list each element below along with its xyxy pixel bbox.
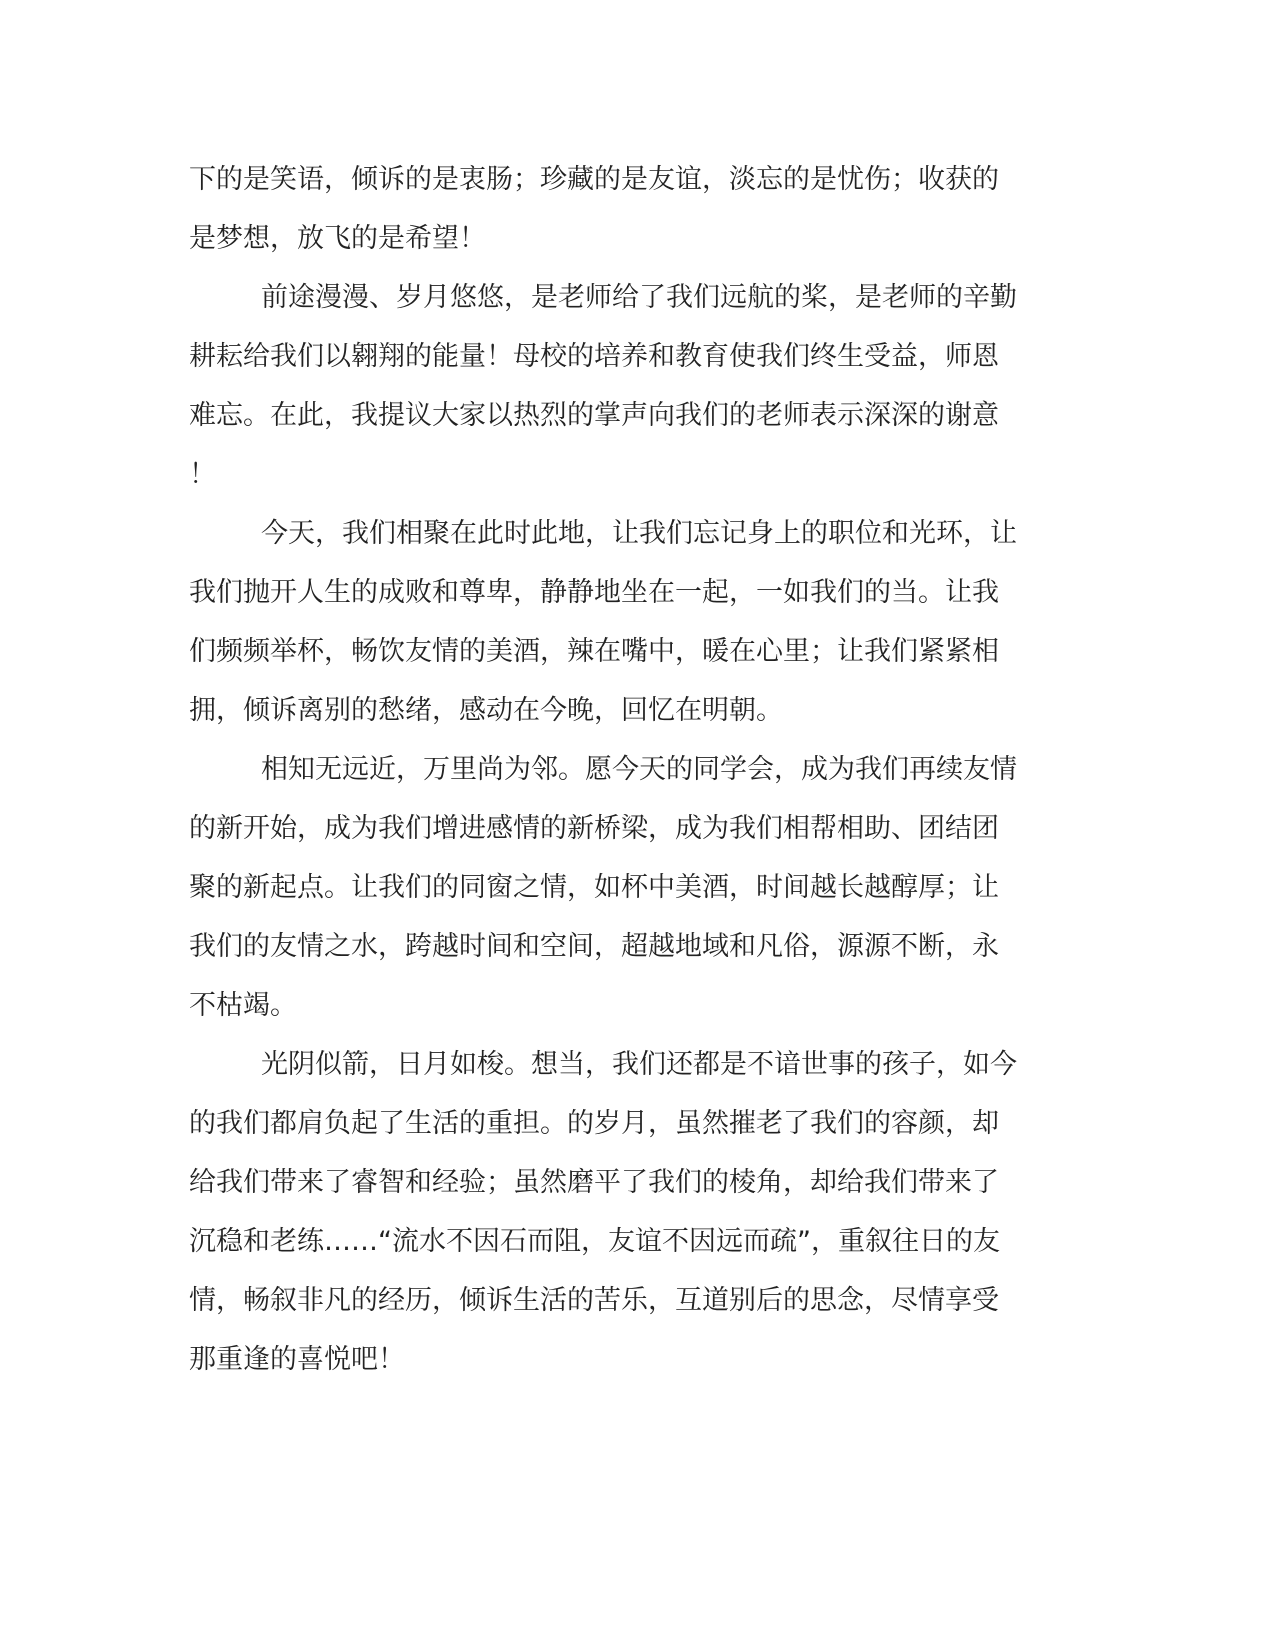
text-line: 我们的友情之水，跨越时间和空间，超越地域和凡俗，源源不断，永 xyxy=(189,931,999,962)
text-line: 相知无远近，万里尚为邻。愿今天的同学会，成为我们再续友情 xyxy=(261,754,1017,785)
text-line: 光阴似箭，日月如梭。想当，我们还都是不谙世事的孩子，如今 xyxy=(261,1049,1017,1080)
text-line: 是梦想，放飞的是希望！ xyxy=(189,223,486,254)
text-line: 沉稳和老练……“流水不因石而阻，友谊不因远而疏”，重叙往日的友 xyxy=(189,1226,1000,1257)
text-line: 难忘。在此，我提议大家以热烈的掌声向我们的老师表示深深的谢意 xyxy=(189,400,999,431)
text-line: 情，畅叙非凡的经历，倾诉生活的苦乐，互道别后的思念，尽情享受 xyxy=(189,1285,999,1316)
text-line: 们频频举杯，畅饮友情的美酒，辣在嘴中，暖在心里；让我们紧紧相 xyxy=(189,636,999,667)
text-line: 的我们都肩负起了生活的重担。的岁月，虽然摧老了我们的容颜，却 xyxy=(189,1108,999,1139)
text-line: 耕耘给我们以翱翔的能量！母校的培养和教育使我们终生受益，师恩 xyxy=(189,341,999,372)
text-line: 给我们带来了睿智和经验；虽然磨平了我们的棱角，却给我们带来了 xyxy=(189,1167,999,1198)
text-line: ！ xyxy=(189,459,216,490)
text-line: 今天，我们相聚在此时此地，让我们忘记身上的职位和光环，让 xyxy=(261,518,1017,549)
text-line: 不枯竭。 xyxy=(189,990,297,1021)
text-line: 拥，倾诉离别的愁绪，感动在今晚，回忆在明朝。 xyxy=(189,695,783,726)
text-line: 聚的新起点。让我们的同窗之情，如杯中美酒，时间越长越醇厚；让 xyxy=(189,872,999,903)
text-line: 我们抛开人生的成败和尊卑，静静地坐在一起，一如我们的当。让我 xyxy=(189,577,999,608)
text-line: 的新开始，成为我们增进感情的新桥梁，成为我们相帮相助、团结团 xyxy=(189,813,999,844)
text-line: 那重逢的喜悦吧！ xyxy=(189,1344,405,1375)
text-line: 下的是笑语，倾诉的是衷肠；珍藏的是友谊，淡忘的是忧伤；收获的 xyxy=(189,164,999,195)
text-line: 前途漫漫、岁月悠悠，是老师给了我们远航的桨，是老师的辛勤 xyxy=(261,282,1017,313)
